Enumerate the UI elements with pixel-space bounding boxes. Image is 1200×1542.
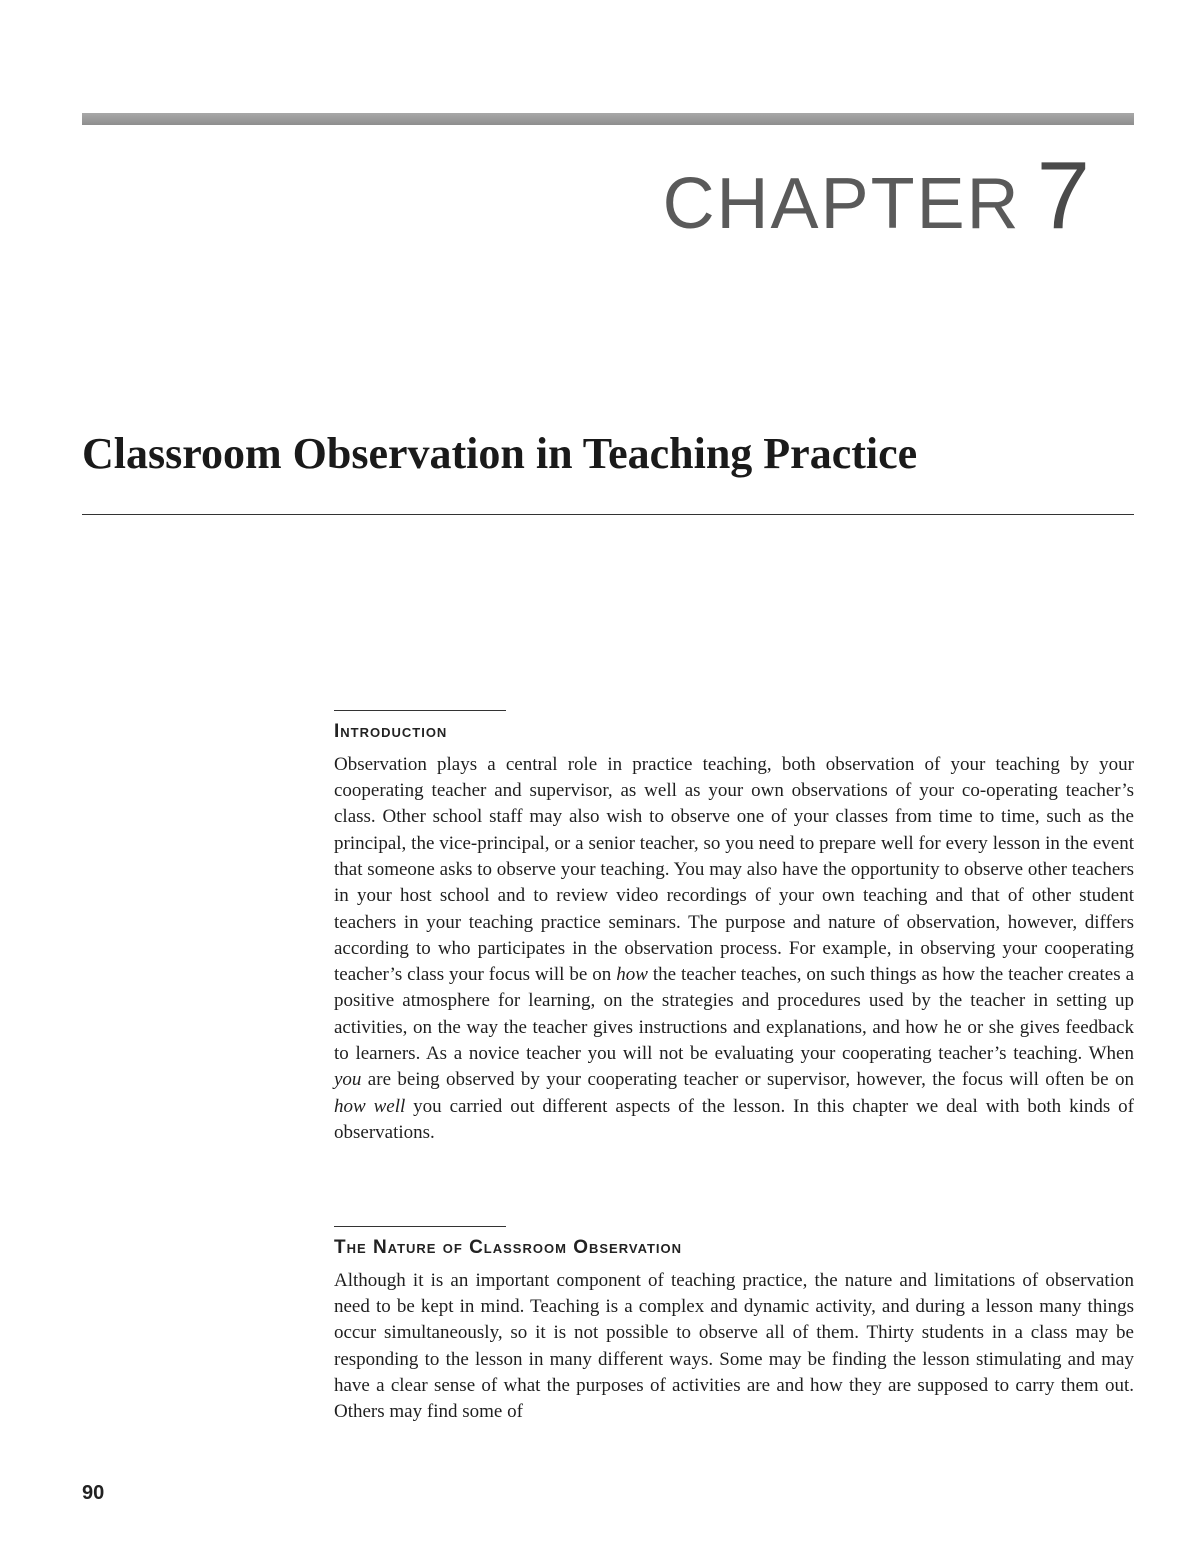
page-number: 90 (82, 1482, 105, 1504)
intro-text-part: are being observed by your cooperating teacher or supervisor, however, the focus will often be on (361, 1069, 1134, 1091)
title-rule (82, 514, 1134, 515)
chapter-word: CHAPTER (662, 164, 1021, 244)
chapter-title: Classroom Observation in Teaching Practice (82, 429, 918, 478)
intro-text-part: Observation plays a central role in practice teaching, both observation of your teaching by your cooperating teacher and supervisor, as well as your own observations of your co-operating teacher’s class. Other school staff may also wish to observe one of your classes from time to time, such as the principal, the vice-principal, or a senior teacher, so you need to prepare well for every lesson in the event that someone asks to observe your teaching. You may also have the opportunity to observe other teachers in your host school and to review video recordings of your own teaching and that of other student teachers in your teaching practice seminars. The purpose and nature of observation, however, differs according to who participates in the observation process. For example, in observing your cooperating teacher’s class your focus will be on (334, 753, 1134, 986)
section-rule (334, 1226, 506, 1227)
introduction-body (334, 752, 1134, 1146)
section-rule (334, 710, 506, 711)
nature-heading: The Nature of Classroom Observation (334, 1237, 683, 1258)
intro-emphasis-how: how (616, 964, 648, 986)
chapter-top-rule (82, 113, 1134, 125)
nature-body: Although it is an important component of teaching practice, the nature and limitations of observation need to be kept in mind. Teaching is a complex and dynamic activity, and during a lesson many things occur simultaneously, so it is not possible to observe all of them. Thirty students in a class may be responding to the lesson in many different ways. Some may be finding the lesson stimulating and may have a clear sense of what the purposes of activities are and how they are supposed to carry them out. Others may find some of (334, 1269, 1134, 1423)
intro-emphasis-how-well: how well (334, 1095, 406, 1117)
introduction-heading: Introduction (334, 721, 448, 742)
chapter-number: 7 (1036, 142, 1090, 249)
nature-section (334, 1226, 1134, 1426)
intro-emphasis-you: you (334, 1069, 362, 1091)
intro-text-part: the teacher teaches, on such things as how the teacher creates a positive atmosphere for learning, on the strategies and procedures used by the teacher in setting up activities, on the way the teacher gives instructions and explanations, and how he or she gives feedback to learners. As a novice teacher you will not be evaluating your cooperating teacher’s teaching. When (334, 964, 1134, 1065)
intro-text-part: you carried out different aspects of the lesson. In this chapter we deal with both kinds of observations. (334, 1095, 1134, 1143)
introduction-section (334, 710, 1134, 1146)
chapter-heading (662, 142, 1090, 249)
